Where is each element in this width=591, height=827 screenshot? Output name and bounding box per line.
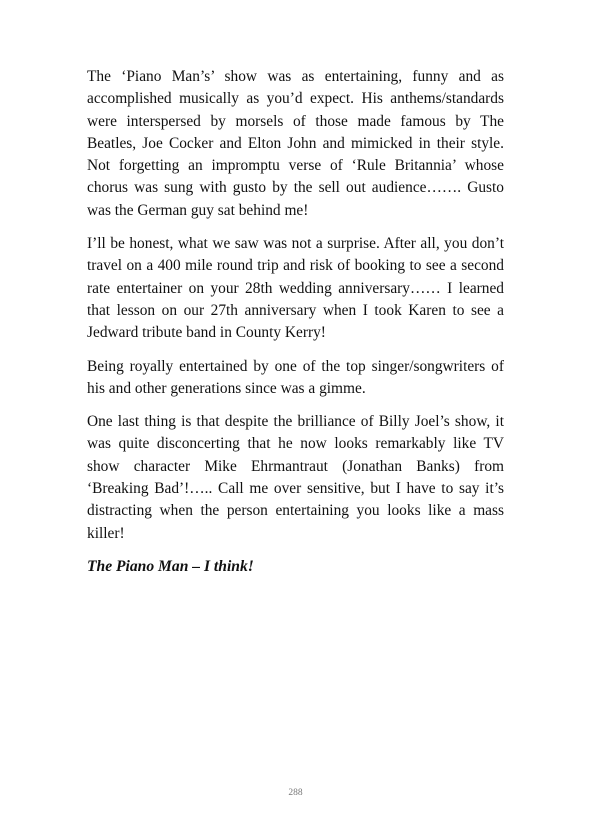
paragraph-1: The ‘Piano Man’s’ show was as entertaining, funny and as accomplished musically as you’d expect. His anthems/standards were interspersed by morsels of those made famous by The Beatles, Joe Cocker and Elton John and mimicked in their style. Not forgetting an impromptu verse of ‘Rule Britannia’ whose chorus was sung with gusto by the sell out audience……. Gusto was the German guy sat behind me! [87,68,504,219]
signoff-heading: The Piano Man – I think! [87,557,254,575]
paragraph-4: One last thing is that despite the brilliance of Billy Joel’s show, it was quite disconcerting that he now looks remarkably like TV show character Mike Ehrmantraut (Jonathan Banks) from ‘Breaking Bad’!….. Call me over sensitive, but I have to say it’s distracting when the person entertaining you looks like a mass killer! [87,413,504,542]
paragraph-3: Being royally entertained by one of the top singer/songwriters of his and other generations since was a gimme. [87,357,504,397]
page-number: 288 [288,788,303,798]
paragraph-2: I’ll be honest, what we saw was not a surprise. After all, you don’t travel on a 400 mile round trip and risk of booking to see a second rate entertainer on your 28th wedding anniversary…… I learned that lesson on our 27th anniversary when I took Karen to see a Jedward tribute band in County Kerry! [87,235,504,342]
page-body [87,66,504,578]
